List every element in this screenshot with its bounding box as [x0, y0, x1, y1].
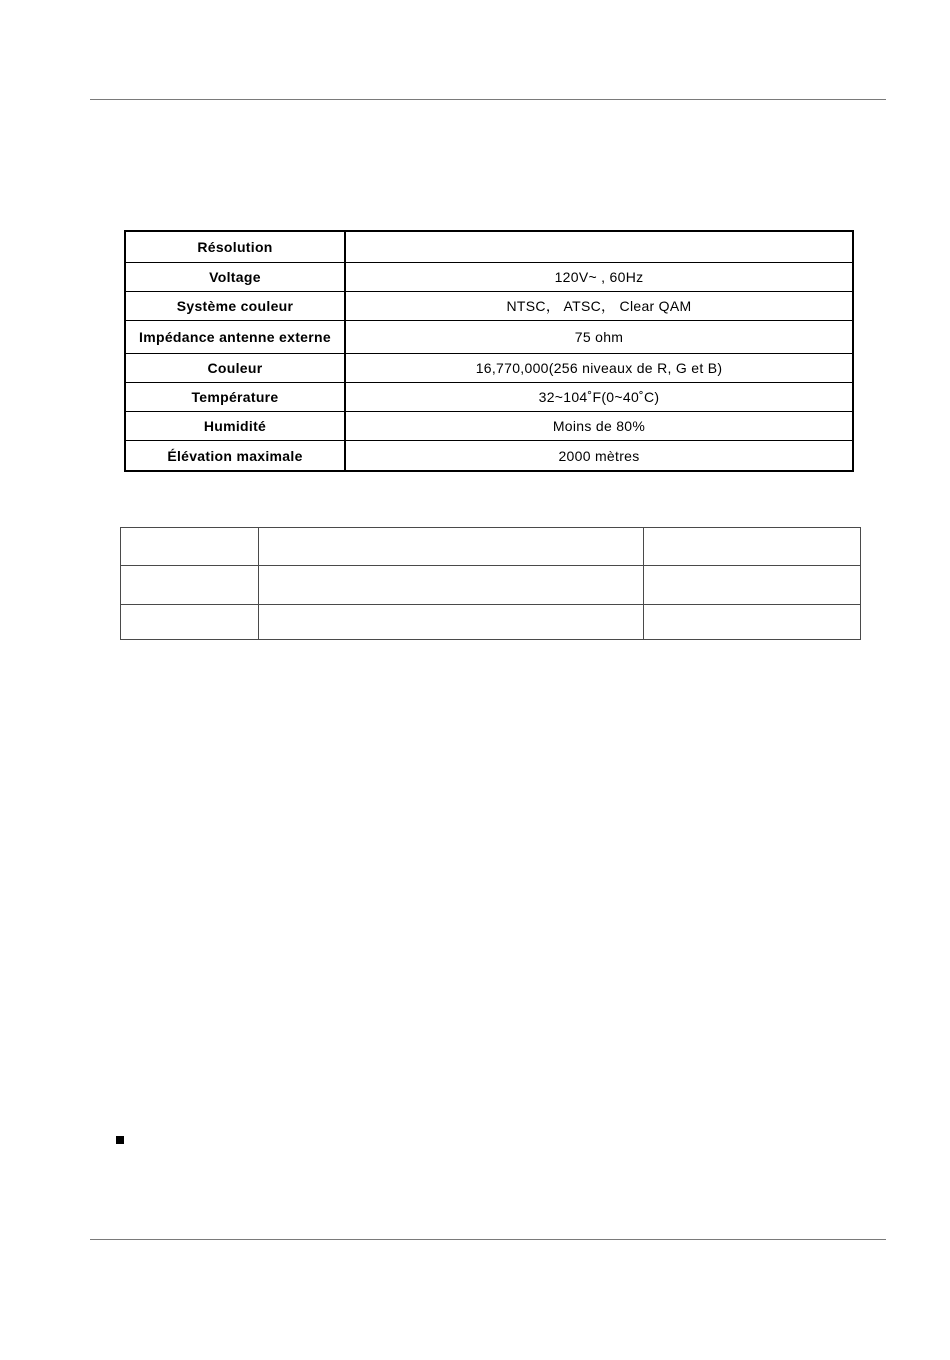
- table-cell: [259, 528, 644, 566]
- table-cell: [121, 605, 259, 640]
- specifications-table: [124, 230, 854, 472]
- spec-value-humidity: Moins de 80%: [345, 412, 853, 441]
- empty-table: [120, 527, 861, 640]
- table-row: [125, 231, 853, 263]
- spec-label-color: Couleur: [125, 354, 345, 383]
- spec-label-color-system: Système couleur: [125, 292, 345, 321]
- spec-value-max-elevation: 2000 mètres: [345, 441, 853, 472]
- table-cell: [259, 566, 644, 605]
- spec-label-resolution: Résolution: [125, 231, 345, 263]
- spec-label-max-elevation: Élévation maximale: [125, 441, 345, 472]
- table-row: [125, 292, 853, 321]
- table-row: [125, 321, 853, 354]
- table-row: [125, 412, 853, 441]
- table-cell: [644, 566, 861, 605]
- square-bullet-icon: [116, 1136, 124, 1144]
- table-row: [125, 263, 853, 292]
- spec-value-voltage: 120V~ , 60Hz: [345, 263, 853, 292]
- table-row: [121, 566, 861, 605]
- table-cell: [644, 528, 861, 566]
- spec-value-color-system: NTSC， ATSC， Clear QAM: [345, 292, 853, 321]
- spec-value-antenna-impedance: 75 ohm: [345, 321, 853, 354]
- table-row: [121, 605, 861, 640]
- table-row: [125, 354, 853, 383]
- table-cell: [121, 528, 259, 566]
- table-row: [125, 441, 853, 472]
- spec-value-resolution: [345, 231, 853, 263]
- table-row: [125, 383, 853, 412]
- header-divider: [90, 99, 886, 100]
- table-cell: [644, 605, 861, 640]
- spec-label-temperature: Température: [125, 383, 345, 412]
- spec-label-voltage: Voltage: [125, 263, 345, 292]
- table-cell: [259, 605, 644, 640]
- spec-value-temperature: 32~104˚F(0~40˚C): [345, 383, 853, 412]
- spec-label-humidity: Humidité: [125, 412, 345, 441]
- spec-label-antenna-impedance: Impédance antenne externe: [125, 321, 345, 354]
- table-cell: [121, 566, 259, 605]
- spec-value-color: 16,770,000(256 niveaux de R, G et B): [345, 354, 853, 383]
- table-row: [121, 528, 861, 566]
- footer-divider: [90, 1239, 886, 1240]
